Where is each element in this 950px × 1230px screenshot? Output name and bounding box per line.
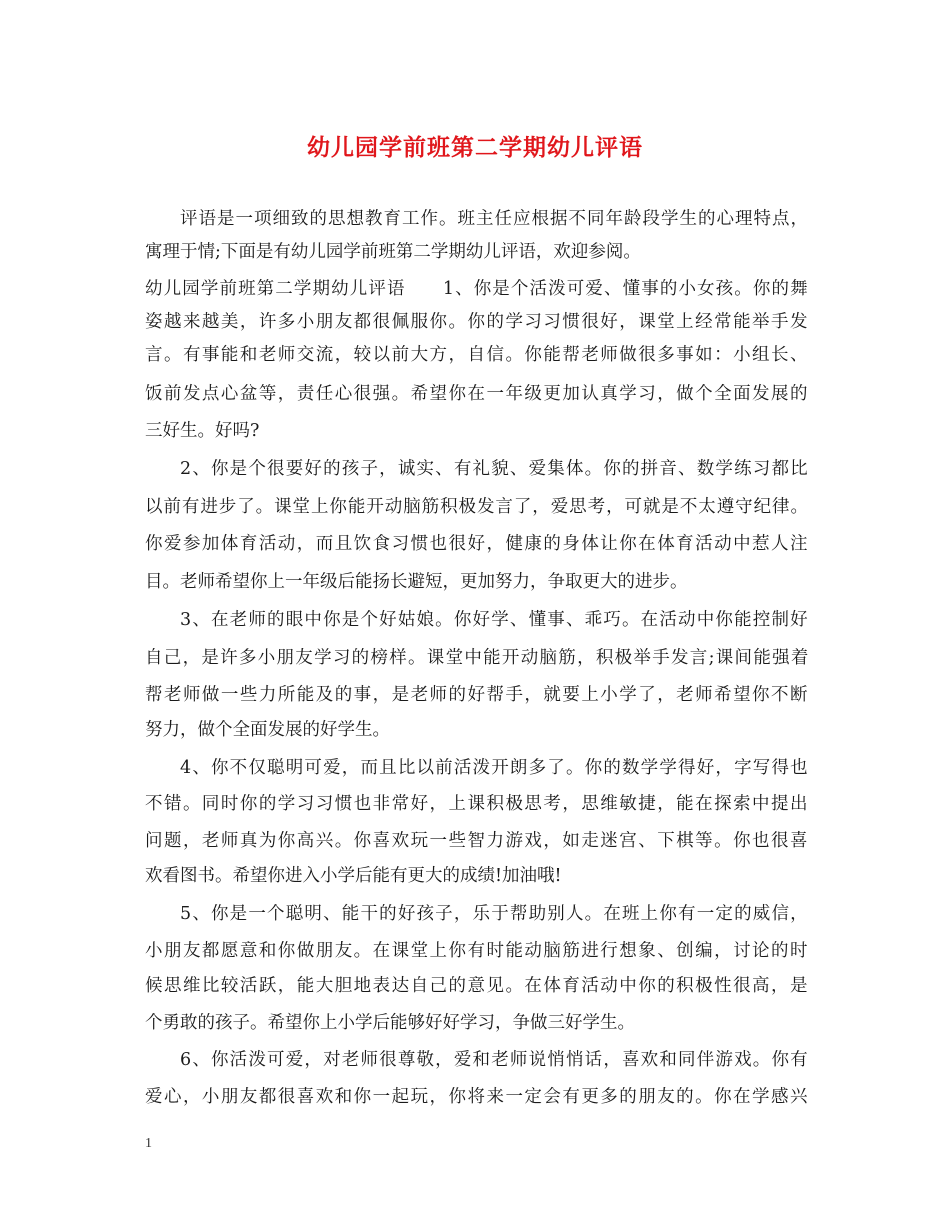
text-line: 爱心，小朋友都很喜欢和你一起玩，你将来一定会有更多的朋友的。你在学感兴 (145, 1087, 809, 1107)
text-line: 饭前发点心盆等，责任心很强。希望你在一年级更加认真学习，做个全面发展的 (145, 384, 809, 404)
page-number: 1 (145, 1136, 152, 1151)
text-line: 言。有事能和老师交流，较以前大方，自信。你能帮老师做很多事如：小组长、 (145, 345, 809, 365)
text-line: 幼儿园学前班第二学期幼儿评语 1、你是个活泼可爱、懂事的小女孩。你的舞 (145, 279, 809, 299)
text-line: 目。老师希望你上一年级后能扬长避短，更加努力，争取更大的进步。 (145, 572, 688, 592)
text-line: 问题，老师真为你高兴。你喜欢玩一些智力游戏，如走迷宫、下棋等。你也很喜 (145, 831, 809, 851)
text-line: 小朋友都愿意和你做朋友。在课堂上你有时能动脑筋进行想象、创编，讨论的时 (145, 941, 809, 961)
text-line: 帮老师做一些力所能及的事，是老师的好帮手，就要上小学了，老师希望你不断 (145, 685, 809, 705)
text-line: 自己，是许多小朋友学习的榜样。课堂中能开动脑筋，积极举手发言;课间能强着 (145, 648, 810, 668)
text-line: 3、在老师的眼中你是个好姑娘。你好学、懂事、乖巧。在活动中你能控制好 (180, 610, 809, 630)
text-line: 4、你不仅聪明可爱，而且比以前活泼开朗多了。你的数学学得好，字写得也 (180, 758, 809, 778)
text-line: 个勇敢的孩子。希望你上小学后能够好好学习，争做三好学生。 (145, 1013, 635, 1033)
text-line: 三好生。好吗? (145, 421, 260, 441)
text-line: 努力，做个全面发展的好学生。 (145, 720, 390, 740)
text-line: 姿越来越美，许多小朋友都很佩服你。你的学习习惯很好，课堂上经常能举手发 (145, 312, 809, 332)
text-line: 不错。同时你的学习习惯也非常好，上课积极思考，思维敏捷，能在探索中提出 (145, 794, 809, 814)
text-line: 以前有进步了。课堂上你能开动脑筋积极发言了，爱思考，可就是不太遵守纪律。 (145, 497, 809, 517)
text-line: 5、你是一个聪明、能干的好孩子，乐于帮助别人。在班上你有一定的威信， (180, 904, 809, 924)
text-line: 候思维比较活跃，能大胆地表达自己的意见。在体育活动中你的积极性很高，是 (145, 976, 809, 996)
text-line: 寓理于情;下面是有幼儿园学前班第二学期幼儿评语，欢迎参阅。 (145, 242, 641, 262)
text-line: 6、你活泼可爱，对老师很尊敬，爱和老师说悄悄话，喜欢和同伴游戏。你有 (180, 1050, 809, 1070)
text-line: 欢看图书。希望你进入小学后能有更大的成绩!加油哦! (145, 866, 562, 886)
text-line: 你爱参加体育活动，而且饮食习惯也很好，健康的身体让你在体育活动中惹人注 (145, 534, 809, 554)
text-line: 2、你是个很要好的孩子，诚实、有礼貌、爱集体。你的拼音、数学练习都比 (180, 459, 809, 479)
document-title: 幼儿园学前班第二学期幼儿评语 (307, 134, 643, 161)
text-line: 评语是一项细致的思想教育工作。班主任应根据不同年龄段学生的心理特点， (180, 209, 809, 229)
